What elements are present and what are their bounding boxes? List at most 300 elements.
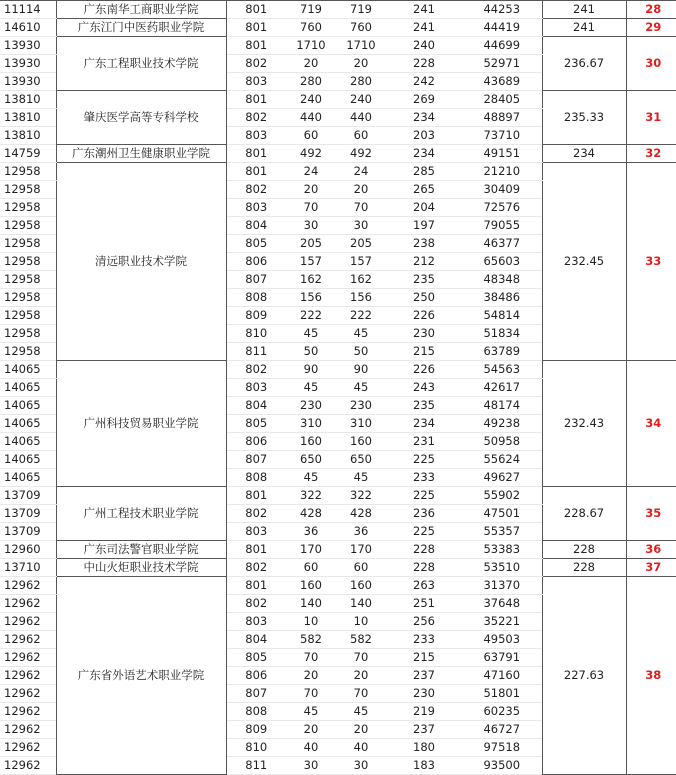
plan-count-cell: 70 [286,199,336,217]
admitted-count-cell: 60 [336,559,386,577]
min-rank-cell: 97518 [462,739,542,757]
average-score-cell: 235.33 [542,91,626,145]
major-group-cell: 803 [226,199,286,217]
plan-count-cell: 20 [286,721,336,739]
plan-count-cell: 492 [286,145,336,163]
average-score-cell: 234 [542,145,626,163]
major-group-cell: 805 [226,235,286,253]
school-name-cell: 广东潮州卫生健康职业学院 [56,145,226,163]
admitted-count-cell: 30 [336,217,386,235]
major-group-cell: 803 [226,613,286,631]
admitted-count-cell: 60 [336,127,386,145]
school-code-cell: 13709 [0,523,56,541]
min-score-cell: 226 [386,361,462,379]
min-rank-cell: 46377 [462,235,542,253]
ranking-cell: 36 [626,541,676,559]
school-code-cell: 13709 [0,505,56,523]
min-score-cell: 242 [386,73,462,91]
plan-count-cell: 440 [286,109,336,127]
table-row [0,37,676,55]
major-group-cell: 807 [226,271,286,289]
min-rank-cell: 72576 [462,199,542,217]
min-rank-cell: 53383 [462,541,542,559]
plan-count-cell: 222 [286,307,336,325]
major-group-cell: 801 [226,145,286,163]
school-code-cell: 13930 [0,73,56,91]
school-name-cell: 广东司法警官职业学院 [56,541,226,559]
average-score-cell: 228 [542,541,626,559]
min-rank-cell: 79055 [462,217,542,235]
plan-count-cell: 160 [286,577,336,595]
min-rank-cell: 54563 [462,361,542,379]
major-group-cell: 810 [226,325,286,343]
plan-count-cell: 428 [286,505,336,523]
plan-count-cell: 20 [286,181,336,199]
min-score-cell: 212 [386,253,462,271]
min-score-cell: 256 [386,613,462,631]
min-rank-cell: 44419 [462,19,542,37]
admitted-count-cell: 70 [336,685,386,703]
plan-count-cell: 1710 [286,37,336,55]
min-score-cell: 225 [386,487,462,505]
plan-count-cell: 140 [286,595,336,613]
admitted-count-cell: 222 [336,307,386,325]
plan-count-cell: 162 [286,271,336,289]
table-row [0,577,676,595]
min-score-cell: 183 [386,757,462,775]
admitted-count-cell: 650 [336,451,386,469]
school-name-cell: 肇庆医学高等专科学校 [56,91,226,145]
min-rank-cell: 47501 [462,505,542,523]
min-score-cell: 241 [386,19,462,37]
min-score-cell: 234 [386,145,462,163]
major-group-cell: 806 [226,253,286,271]
admitted-count-cell: 160 [336,577,386,595]
min-score-cell: 237 [386,667,462,685]
table-row [0,1,676,19]
school-code-cell: 12962 [0,631,56,649]
min-score-cell: 238 [386,235,462,253]
min-rank-cell: 53510 [462,559,542,577]
admitted-count-cell: 10 [336,613,386,631]
school-code-cell: 14065 [0,451,56,469]
plan-count-cell: 170 [286,541,336,559]
major-group-cell: 802 [226,361,286,379]
min-rank-cell: 30409 [462,181,542,199]
min-rank-cell: 44699 [462,37,542,55]
admitted-count-cell: 440 [336,109,386,127]
min-score-cell: 236 [386,505,462,523]
min-rank-cell: 37648 [462,595,542,613]
ranking-cell: 31 [626,91,676,145]
admitted-count-cell: 310 [336,415,386,433]
major-group-cell: 803 [226,127,286,145]
ranking-cell: 37 [626,559,676,577]
plan-count-cell: 70 [286,685,336,703]
major-group-cell: 803 [226,73,286,91]
school-code-cell: 12962 [0,595,56,613]
school-name-cell: 广东江门中医药职业学院 [56,19,226,37]
min-rank-cell: 48174 [462,397,542,415]
plan-count-cell: 280 [286,73,336,91]
min-rank-cell: 48897 [462,109,542,127]
table-body [0,1,676,775]
major-group-cell: 811 [226,757,286,775]
min-rank-cell: 21210 [462,163,542,181]
admitted-count-cell: 240 [336,91,386,109]
admitted-count-cell: 40 [336,739,386,757]
min-rank-cell: 93500 [462,757,542,775]
plan-count-cell: 650 [286,451,336,469]
min-rank-cell: 42617 [462,379,542,397]
school-code-cell: 12958 [0,163,56,181]
major-group-cell: 810 [226,739,286,757]
plan-count-cell: 30 [286,217,336,235]
school-name-cell: 中山火炬职业技术学院 [56,559,226,577]
school-code-cell: 12958 [0,217,56,235]
major-group-cell: 802 [226,505,286,523]
school-code-cell: 14065 [0,469,56,487]
average-score-cell: 232.43 [542,361,626,487]
school-code-cell: 13810 [0,127,56,145]
admitted-count-cell: 1710 [336,37,386,55]
plan-count-cell: 10 [286,613,336,631]
admitted-count-cell: 20 [336,181,386,199]
admitted-count-cell: 45 [336,703,386,721]
school-code-cell: 14610 [0,19,56,37]
admitted-count-cell: 760 [336,19,386,37]
admitted-count-cell: 170 [336,541,386,559]
min-score-cell: 226 [386,307,462,325]
ranking-cell: 35 [626,487,676,541]
table-row [0,91,676,109]
plan-count-cell: 157 [286,253,336,271]
school-code-cell: 12958 [0,181,56,199]
min-rank-cell: 48348 [462,271,542,289]
min-score-cell: 234 [386,415,462,433]
average-score-cell: 232.45 [542,163,626,361]
min-rank-cell: 55357 [462,523,542,541]
min-rank-cell: 60235 [462,703,542,721]
average-score-cell: 236.67 [542,37,626,91]
plan-count-cell: 60 [286,559,336,577]
min-rank-cell: 35221 [462,613,542,631]
table-row [0,19,676,37]
average-score-cell: 241 [542,19,626,37]
school-code-cell: 11114 [0,1,56,19]
min-score-cell: 180 [386,739,462,757]
min-score-cell: 240 [386,37,462,55]
school-code-cell: 13930 [0,55,56,73]
min-score-cell: 235 [386,271,462,289]
admitted-count-cell: 24 [336,163,386,181]
major-group-cell: 811 [226,343,286,361]
school-code-cell: 12958 [0,307,56,325]
school-code-cell: 12958 [0,271,56,289]
min-rank-cell: 63791 [462,649,542,667]
major-group-cell: 808 [226,469,286,487]
major-group-cell: 804 [226,217,286,235]
admitted-count-cell: 322 [336,487,386,505]
admitted-count-cell: 90 [336,361,386,379]
admitted-count-cell: 70 [336,649,386,667]
admitted-count-cell: 45 [336,469,386,487]
min-rank-cell: 49151 [462,145,542,163]
min-score-cell: 228 [386,559,462,577]
average-score-cell: 227.63 [542,577,626,775]
min-rank-cell: 38486 [462,289,542,307]
major-group-cell: 802 [226,595,286,613]
min-score-cell: 225 [386,523,462,541]
school-code-cell: 14065 [0,379,56,397]
major-group-cell: 806 [226,667,286,685]
min-rank-cell: 54814 [462,307,542,325]
plan-count-cell: 240 [286,91,336,109]
admitted-count-cell: 156 [336,289,386,307]
major-group-cell: 804 [226,397,286,415]
major-group-cell: 807 [226,451,286,469]
major-group-cell: 804 [226,631,286,649]
major-group-cell: 805 [226,649,286,667]
school-code-cell: 12962 [0,703,56,721]
major-group-cell: 801 [226,487,286,505]
average-score-cell: 228 [542,559,626,577]
min-score-cell: 233 [386,469,462,487]
plan-count-cell: 310 [286,415,336,433]
plan-count-cell: 50 [286,343,336,361]
school-code-cell: 12958 [0,253,56,271]
admitted-count-cell: 140 [336,595,386,613]
table-row [0,559,676,577]
school-code-cell: 12962 [0,757,56,775]
school-code-cell: 13810 [0,91,56,109]
major-group-cell: 803 [226,379,286,397]
min-score-cell: 233 [386,631,462,649]
min-score-cell: 215 [386,649,462,667]
plan-count-cell: 719 [286,1,336,19]
major-group-cell: 801 [226,37,286,55]
plan-count-cell: 24 [286,163,336,181]
admitted-count-cell: 36 [336,523,386,541]
school-code-cell: 12962 [0,613,56,631]
school-name-cell: 广州科技贸易职业学院 [56,361,226,487]
plan-count-cell: 760 [286,19,336,37]
min-rank-cell: 28405 [462,91,542,109]
school-code-cell: 14065 [0,361,56,379]
major-group-cell: 807 [226,685,286,703]
plan-count-cell: 30 [286,757,336,775]
admitted-count-cell: 719 [336,1,386,19]
admitted-count-cell: 45 [336,325,386,343]
admitted-count-cell: 20 [336,667,386,685]
school-name-cell: 清远职业技术学院 [56,163,226,361]
school-name-cell: 广东工程职业技术学院 [56,37,226,91]
major-group-cell: 802 [226,559,286,577]
school-code-cell: 12962 [0,739,56,757]
plan-count-cell: 45 [286,325,336,343]
major-group-cell: 808 [226,703,286,721]
admitted-count-cell: 162 [336,271,386,289]
school-code-cell: 12962 [0,649,56,667]
admitted-count-cell: 157 [336,253,386,271]
min-rank-cell: 63789 [462,343,542,361]
table-row [0,361,676,379]
average-score-cell: 228.67 [542,487,626,541]
major-group-cell: 802 [226,181,286,199]
min-rank-cell: 55902 [462,487,542,505]
min-score-cell: 263 [386,577,462,595]
admitted-count-cell: 160 [336,433,386,451]
table-row [0,487,676,505]
ranking-cell: 33 [626,163,676,361]
ranking-cell: 29 [626,19,676,37]
major-group-cell: 801 [226,577,286,595]
min-rank-cell: 46727 [462,721,542,739]
school-code-cell: 12958 [0,343,56,361]
plan-count-cell: 45 [286,469,336,487]
major-group-cell: 805 [226,415,286,433]
plan-count-cell: 156 [286,289,336,307]
min-rank-cell: 31370 [462,577,542,595]
plan-count-cell: 322 [286,487,336,505]
min-score-cell: 231 [386,433,462,451]
major-group-cell: 801 [226,19,286,37]
min-score-cell: 265 [386,181,462,199]
major-group-cell: 806 [226,433,286,451]
plan-count-cell: 582 [286,631,336,649]
average-score-cell: 241 [542,1,626,19]
min-rank-cell: 49503 [462,631,542,649]
ranking-cell: 32 [626,145,676,163]
ranking-cell: 28 [626,1,676,19]
min-score-cell: 215 [386,343,462,361]
min-score-cell: 228 [386,541,462,559]
min-score-cell: 204 [386,199,462,217]
plan-count-cell: 160 [286,433,336,451]
min-score-cell: 234 [386,109,462,127]
min-score-cell: 203 [386,127,462,145]
ranking-cell: 30 [626,37,676,91]
admitted-count-cell: 70 [336,199,386,217]
school-code-cell: 14065 [0,433,56,451]
school-code-cell: 12962 [0,721,56,739]
school-name-cell: 广东南华工商职业学院 [56,1,226,19]
school-code-cell: 12962 [0,667,56,685]
min-rank-cell: 52971 [462,55,542,73]
major-group-cell: 808 [226,289,286,307]
plan-count-cell: 60 [286,127,336,145]
min-score-cell: 250 [386,289,462,307]
major-group-cell: 809 [226,307,286,325]
min-score-cell: 251 [386,595,462,613]
min-score-cell: 228 [386,55,462,73]
min-rank-cell: 65603 [462,253,542,271]
major-group-cell: 801 [226,541,286,559]
min-score-cell: 230 [386,685,462,703]
admitted-count-cell: 30 [336,757,386,775]
major-group-cell: 801 [226,163,286,181]
min-rank-cell: 47160 [462,667,542,685]
school-code-cell: 13810 [0,109,56,127]
min-score-cell: 225 [386,451,462,469]
min-score-cell: 237 [386,721,462,739]
school-code-cell: 12958 [0,289,56,307]
min-score-cell: 269 [386,91,462,109]
min-score-cell: 243 [386,379,462,397]
admitted-count-cell: 280 [336,73,386,91]
min-rank-cell: 43689 [462,73,542,91]
major-group-cell: 801 [226,1,286,19]
admitted-count-cell: 50 [336,343,386,361]
min-rank-cell: 55624 [462,451,542,469]
school-code-cell: 12958 [0,235,56,253]
table-row [0,541,676,559]
major-group-cell: 802 [226,55,286,73]
major-group-cell: 809 [226,721,286,739]
plan-count-cell: 20 [286,667,336,685]
min-score-cell: 197 [386,217,462,235]
school-code-cell: 12962 [0,577,56,595]
min-rank-cell: 49238 [462,415,542,433]
min-rank-cell: 73710 [462,127,542,145]
min-score-cell: 285 [386,163,462,181]
major-group-cell: 802 [226,109,286,127]
school-name-cell: 广州工程技术职业学院 [56,487,226,541]
plan-count-cell: 70 [286,649,336,667]
ranking-cell: 34 [626,361,676,487]
admitted-count-cell: 205 [336,235,386,253]
school-code-cell: 13930 [0,37,56,55]
min-score-cell: 230 [386,325,462,343]
admitted-count-cell: 20 [336,721,386,739]
min-rank-cell: 44253 [462,1,542,19]
plan-count-cell: 20 [286,55,336,73]
plan-count-cell: 45 [286,703,336,721]
min-rank-cell: 51801 [462,685,542,703]
school-code-cell: 12962 [0,685,56,703]
admitted-count-cell: 492 [336,145,386,163]
admitted-count-cell: 582 [336,631,386,649]
min-rank-cell: 49627 [462,469,542,487]
school-code-cell: 13709 [0,487,56,505]
min-score-cell: 241 [386,1,462,19]
min-rank-cell: 50958 [462,433,542,451]
plan-count-cell: 45 [286,379,336,397]
major-group-cell: 801 [226,91,286,109]
min-rank-cell: 51834 [462,325,542,343]
school-code-cell: 12960 [0,541,56,559]
admitted-count-cell: 230 [336,397,386,415]
plan-count-cell: 90 [286,361,336,379]
min-score-cell: 219 [386,703,462,721]
school-code-cell: 12958 [0,325,56,343]
plan-count-cell: 40 [286,739,336,757]
major-group-cell: 803 [226,523,286,541]
school-code-cell: 14759 [0,145,56,163]
admitted-count-cell: 428 [336,505,386,523]
ranking-cell: 38 [626,577,676,775]
table-row [0,145,676,163]
school-code-cell: 14065 [0,397,56,415]
table-row [0,163,676,181]
school-code-cell: 13710 [0,559,56,577]
school-code-cell: 12958 [0,199,56,217]
admitted-count-cell: 45 [336,379,386,397]
plan-count-cell: 205 [286,235,336,253]
school-code-cell: 14065 [0,415,56,433]
school-name-cell: 广东省外语艺术职业学院 [56,577,226,775]
min-score-cell: 235 [386,397,462,415]
